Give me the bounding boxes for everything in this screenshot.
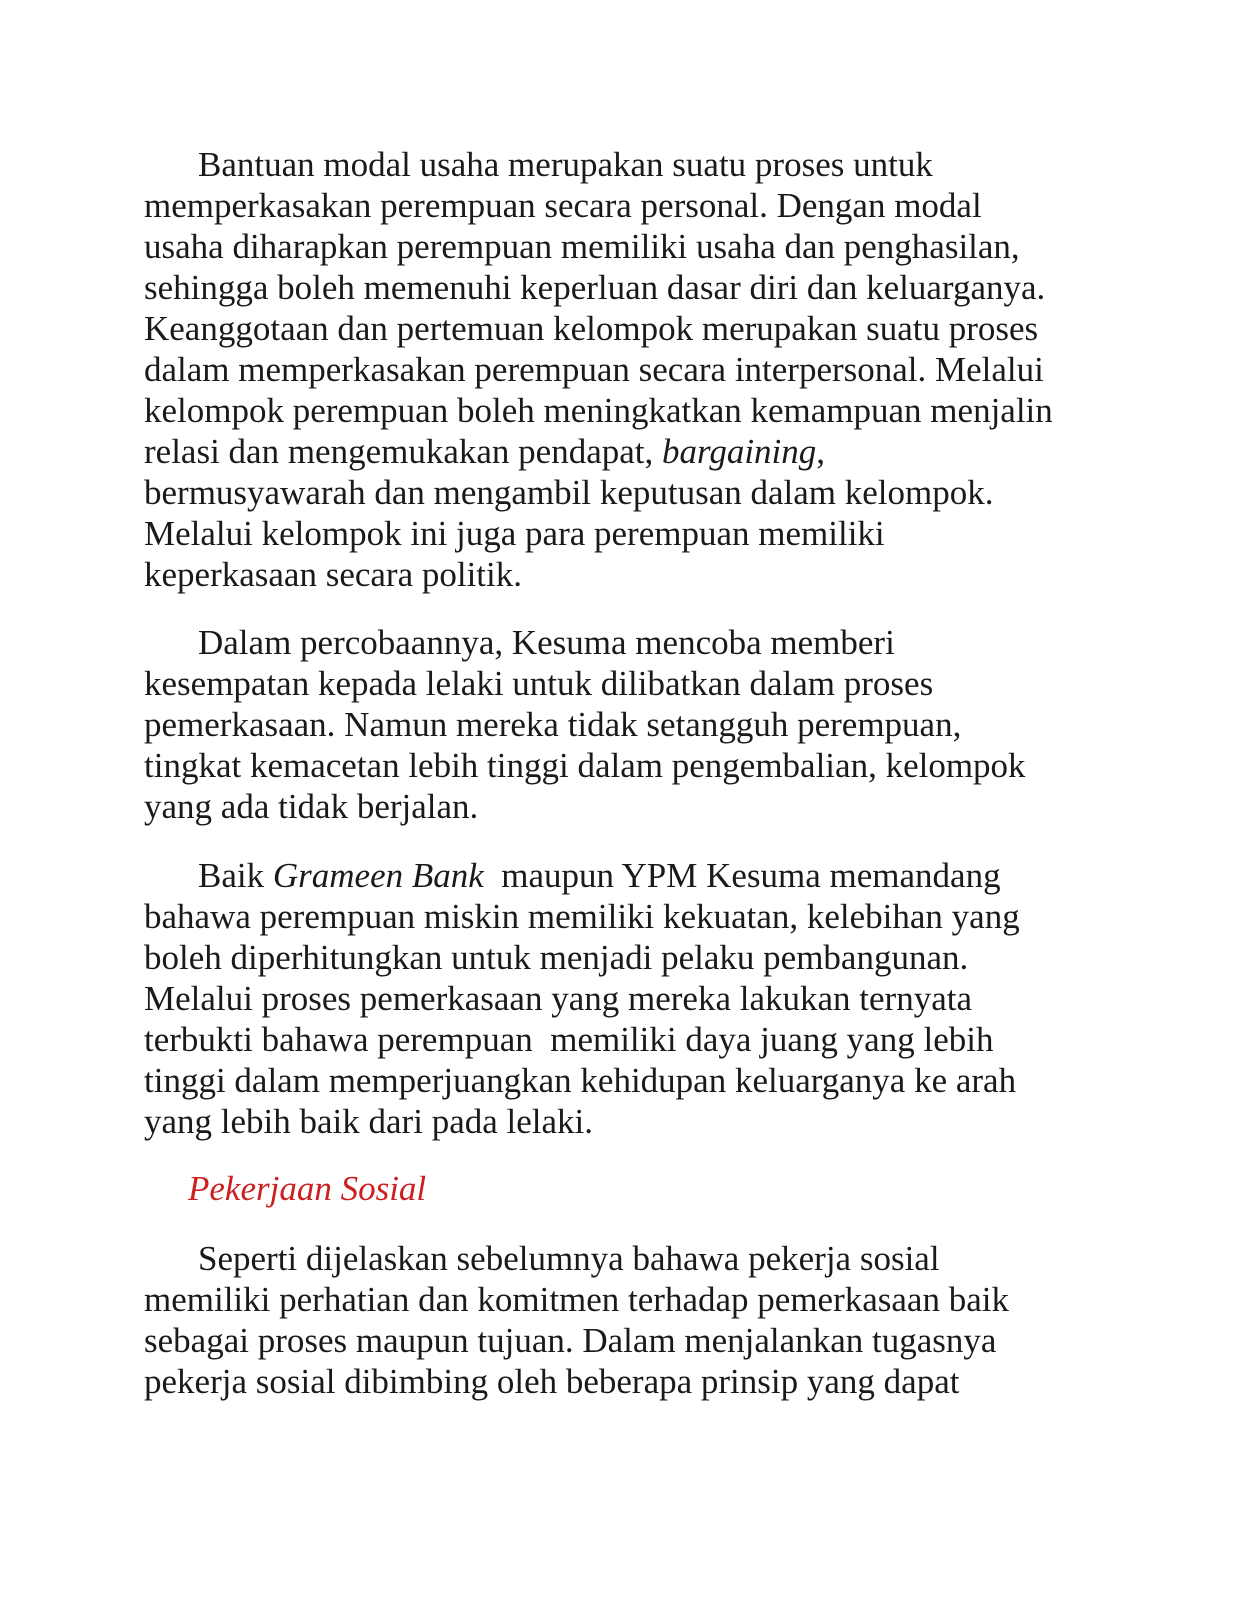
text-line: boleh diperhitungkan untuk menjadi pelaku pembangunan.: [144, 938, 969, 977]
text-line: memiliki perhatian dan komitmen terhadap pemerkasaan baik: [144, 1280, 1009, 1319]
text-line: keperkasaan secara politik.: [144, 555, 523, 594]
text-line: kesempatan kepada lelaki untuk dilibatkan dalam proses: [144, 664, 934, 703]
text-segment: maupun YPM Kesuma memandang: [483, 856, 1001, 895]
italic-term: Grameen Bank: [272, 856, 484, 895]
text-line: Keanggotaan dan pertemuan kelompok merupakan suatu proses: [144, 309, 1039, 348]
text-line: [144, 431, 825, 472]
text-line: yang lebih baik dari pada lelaki.: [144, 1102, 594, 1141]
text-line: Bantuan modal usaha merupakan suatu proses untuk: [198, 145, 933, 184]
text-line: yang ada tidak berjalan.: [144, 787, 479, 826]
text-line: memperkasakan perempuan secara personal. Dengan modal: [144, 186, 982, 225]
italic-term: bargaining: [662, 432, 817, 471]
text-line: sebagai proses maupun tujuan. Dalam menjalankan tugasnya: [144, 1321, 997, 1360]
text-line: pekerja sosial dibimbing oleh beberapa prinsip yang dapat: [144, 1362, 960, 1401]
text-line: Seperti dijelaskan sebelumnya bahawa pekerja sosial: [198, 1239, 940, 1278]
text-line: Melalui kelompok ini juga para perempuan memiliki: [144, 514, 885, 553]
text-line: tinggi dalam memperjuangkan kehidupan keluarganya ke arah: [144, 1061, 1017, 1100]
text-line: pemerkasaan. Namun mereka tidak setangguh perempuan,: [144, 705, 962, 744]
text-line: dalam memperkasakan perempuan secara interpersonal. Melalui: [144, 350, 1044, 389]
text-line: [198, 855, 1001, 896]
text-segment: ,: [816, 432, 826, 471]
text-line: terbukti bahawa perempuan memiliki daya juang yang lebih: [144, 1020, 994, 1059]
text-line: Dalam percobaannya, Kesuma mencoba memberi: [198, 623, 895, 662]
text-line: bahawa perempuan miskin memiliki kekuatan, kelebihan yang: [144, 897, 1020, 936]
text-line: kelompok perempuan boleh meningkatkan kemampuan menjalin: [144, 391, 1053, 430]
text-line: tingkat kemacetan lebih tinggi dalam pengembalian, kelompok: [144, 746, 1026, 785]
text-line: sehingga boleh memenuhi keperluan dasar diri dan keluarganya.: [144, 268, 1046, 307]
text-segment: relasi dan mengemukakan pendapat,: [144, 432, 662, 471]
text-line: Melalui proses pemerkasaan yang mereka lakukan ternyata: [144, 979, 972, 1018]
section-heading: Pekerjaan Sosial: [188, 1169, 427, 1208]
text-line: bermusyawarah dan mengambil keputusan dalam kelompok.: [144, 473, 994, 512]
text-line: usaha diharapkan perempuan memiliki usaha dan penghasilan,: [144, 227, 1020, 266]
text-segment: Baik: [198, 856, 273, 895]
